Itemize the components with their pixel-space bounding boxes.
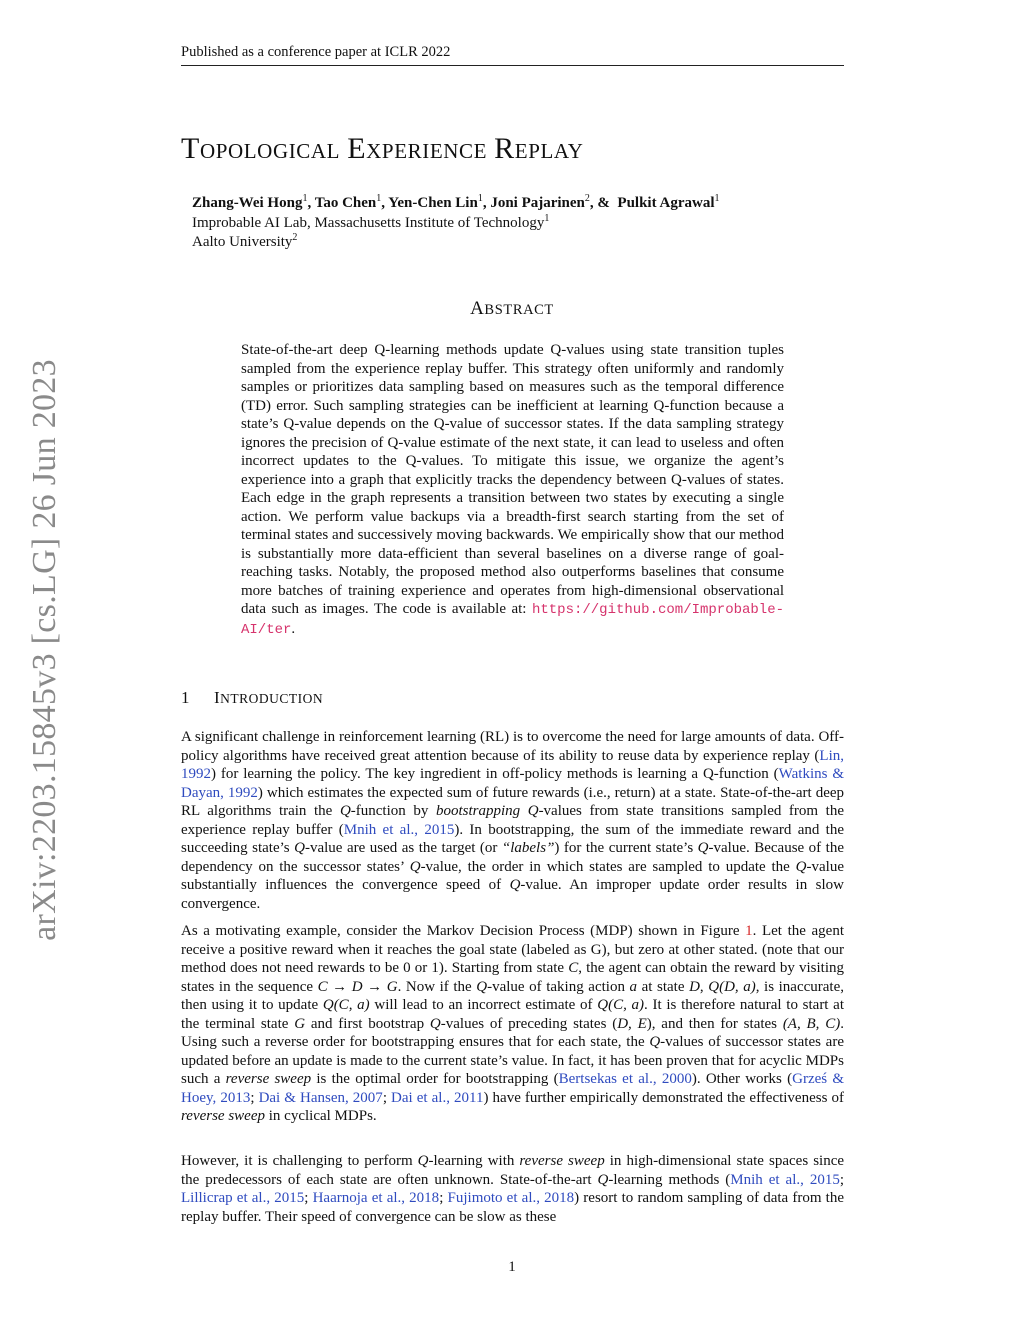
body-paragraph: However, it is challenging to perform Q-learning with reverse sweep in high-dimensional state spaces since the predecessors of each state are often unknown. State-of-the-art Q-learning methods (Mnih et al., 2015; Lillicrap et al., 2015; Haarnoja et al., 2018; Fujimoto et al., 2018) resort to random sampling of data from the replay buffer. Their speed of convergence can be slow as these bbox=[181, 1153, 845, 1225]
affiliation: Aalto University$^2$ bbox=[192, 232, 298, 250]
citation-link[interactable]: Mnih et al., 2015 bbox=[343, 821, 455, 838]
figure-reference-link[interactable]: 1 bbox=[745, 923, 753, 939]
body-paragraph: A significant challenge in reinforcement learning (RL) is to overcome the need for large amounts of data. Off-policy algorithms have received great attention because of its ability to reuse data by experience replay (Lin, 1992) for learning the policy. The key ingredient in off-policy methods is learning a Q-function (Watkins & Dayan, 1992) which estimates the expected sum of future rewards (i.e., return) at a state. State-of-the-art deep RL algorithms train the Q-function by bootstrapping Q-values from state transitions sampled from the experience replay buffer (Mnih et al., 2015). In bootstrapping, the sum of the immediate reward and the succeeding state’s Q-value are used as the target (or “labels”) for the current state’s Q-value. Because of the dependency on the successor states’ Q-value, the order in which states are sampled to update the Q-value substantially influences the convergence speed of Q-value. An improper update order results in slow convergence. bbox=[181, 729, 845, 912]
citation-link[interactable]: Watkins & Dayan, 1992 bbox=[181, 766, 844, 801]
author-name: Joni Pajarinen bbox=[490, 195, 585, 211]
abstract-heading: ABSTRACT bbox=[470, 298, 554, 319]
code-url-link[interactable]: https://github.com/Improbable-AI/ter bbox=[241, 602, 785, 638]
author-name: Pulkit Agrawal bbox=[617, 195, 715, 211]
citation-link[interactable]: Lin, 1992 bbox=[181, 747, 844, 782]
paper-title: TOPOLOGICAL EXPERIENCE REPLAY bbox=[181, 132, 584, 165]
affiliation: Improbable AI Lab, Massachusetts Institute of Technology$^1$ bbox=[192, 213, 550, 231]
citation-link[interactable]: Fujimoto et al., 2018 bbox=[447, 1190, 575, 1206]
citation-link[interactable]: Haarnoja et al., 2018 bbox=[312, 1190, 440, 1206]
body-paragraph: As a motivating example, consider the Markov Decision Process (MDP) shown in Figure 1. Let the agent receive a positive reward when it reaches the goal state (labeled as G), but zero at other stated. (note that our method does not need rewards to be 0 or 1). Starting from state C, the agent can obtain the reward by visiting states in the sequence C → D → G. Now if the Q-value of taking action a at state D, Q(D, a), is inaccurate, then using it to update Q(C, a) will lead to an incorrect estimate of Q(C, a). It is therefore natural to start at the terminal state G and first bootstrap Q-values of preceding states (D, E), and then for states (A, B, C). Using such a reverse order for bootstrapping ensures that for each state, the Q-values of successor states are updated before an update is made to the current state’s value. In fact, it has been proven that for acyclic MDPs such a reverse sweep is the optimal order for bootstrapping (Bertsekas et al., 2000). Other works (Grześ & Hoey, 2013; Dai & Hansen, 2007; Dai et al., 2011) have further empirically demonstrated the effectiveness of reverse sweep in cyclical MDPs. bbox=[181, 923, 845, 1124]
citation-link[interactable]: Grześ & Hoey, 2013 bbox=[181, 1071, 845, 1106]
header-rule bbox=[181, 65, 844, 66]
running-header: Published as a conference paper at ICLR 2022 bbox=[181, 44, 451, 60]
author-list: Zhang-Wei Hong$^1$, Tao Chen$^1$, Yen-Chen Lin$^1$, Joni Pajarinen$^2$, & Pulkit Agrawal$^1$ bbox=[192, 193, 720, 211]
author-name: Zhang-Wei Hong bbox=[192, 195, 303, 211]
citation-link[interactable]: Dai et al., 2011 bbox=[391, 1089, 484, 1106]
citation-link[interactable]: Bertsekas et al., 2000 bbox=[558, 1071, 692, 1087]
page-number: 1 bbox=[508, 1259, 516, 1275]
section-heading: 1 INTRODUCTION bbox=[181, 688, 324, 707]
author-name: Tao Chen bbox=[314, 195, 377, 211]
citation-link[interactable]: Mnih et al., 2015 bbox=[730, 1171, 840, 1188]
citation-link[interactable]: Lillicrap et al., 2015 bbox=[181, 1190, 305, 1206]
author-name: Yen-Chen Lin bbox=[388, 195, 478, 211]
abstract-text: State-of-the-art deep Q-learning methods update Q-values using state transition tuples sampled from the experience replay buffer. This strategy often uniformly and randomly samples or prioritizes data sampling based on measures such as the temporal difference (TD) error. Such sampling strategies can be inefficient at learning Q-function because a state’s Q-value depends on the Q-value of successor states. If the data sampling strategy ignores the precision of Q-value estimate of the next state, it can lead to useless and often incorrect updates to the Q-values. To mitigate this issue, we organize the agent’s experience into a graph that explicitly tracks the dependency between Q-values of states. Each edge in the graph represents a transition between two states by executing a single action. We perform value backups via a breadth-first search starting from the set of terminal states and successively moving backwards. We empirically show that our method is substantially more data-efficient than several baselines on a diverse range of goal-reaching tasks. Notably, the proposed method also outperforms baselines that consume more batches of training experience and operates from high-dimensional observational data such as images. The code is available at: https://github.com/Improbable-AI/ter. bbox=[241, 342, 785, 638]
arxiv-stamp: arXiv:2203.15845v3 [cs.LG] 26 Jun 2023 bbox=[26, 359, 63, 941]
citation-link[interactable]: Dai & Hansen, 2007 bbox=[258, 1089, 383, 1106]
